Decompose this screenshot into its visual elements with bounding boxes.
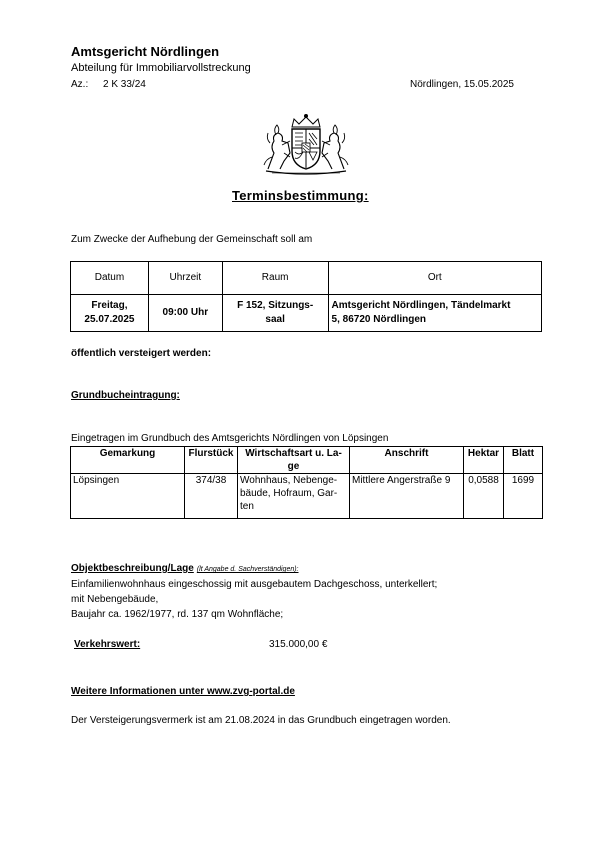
cell-uhrzeit: 09:00 Uhr — [148, 295, 222, 332]
wirtschaftsart-header-line-1: Wirtschaftsart u. La- — [245, 448, 342, 459]
cell-wirtschaftsart — [238, 474, 350, 519]
header-flurstueck: Flurstück — [185, 447, 238, 474]
wirtschaftsart-line-2: bäude, Hofraum, Gar- — [240, 488, 338, 499]
more-info-link[interactable]: Weitere Informationen unter www.zvg-portal.de — [71, 686, 295, 697]
market-value-label: Verkehrswert: — [74, 639, 141, 650]
place-date: Nördlingen, 15.05.2025 — [410, 79, 514, 90]
document-title: Terminsbestimmung: — [232, 188, 369, 203]
object-description-line-1: Einfamilienwohnhaus eingeschossig mit ausgebautem Dachgeschoss, unterkellert; — [71, 579, 438, 590]
header-gemarkung: Gemarkung — [71, 447, 185, 474]
cell-anschrift: Mittlere Angerstraße 9 — [350, 474, 464, 519]
wirtschaftsart-line-3: ten — [240, 501, 254, 512]
land-register-text: Eingetragen im Grundbuch des Amtsgerichts Nördlingen von Löpsingen — [71, 433, 389, 444]
header-wirtschaftsart — [238, 447, 350, 474]
land-register-data-row — [71, 474, 543, 519]
object-description-line-3: Baujahr ca. 1962/1977, rd. 137 qm Wohnfläche; — [71, 609, 284, 620]
appointment-header-row — [71, 262, 542, 295]
header-raum: Raum — [222, 262, 328, 295]
ort-line-1: Amtsgericht Nördlingen, Tändelmarkt — [331, 300, 511, 311]
appointment-data-row — [71, 295, 542, 332]
department-name: Abteilung für Immobiliarvollstreckung — [71, 62, 251, 74]
appointment-table — [70, 261, 542, 332]
header-ort: Ort — [328, 262, 541, 295]
file-number-label: Az.: — [71, 79, 89, 90]
coat-of-arms-icon — [262, 113, 350, 175]
header-anschrift: Anschrift — [350, 447, 464, 474]
header-hektar: Hektar — [464, 447, 504, 474]
header-blatt: Blatt — [504, 447, 543, 474]
ort-line-2: 5, 86720 Nördlingen — [331, 314, 427, 325]
file-number-value: 2 K 33/24 — [103, 79, 146, 90]
wirtschaftsart-line-1: Wohnhaus, Nebenge- — [240, 475, 338, 486]
intro-text: Zum Zwecke der Aufhebung der Gemeinschaft soll am — [71, 234, 313, 245]
auction-text: öffentlich versteigert werden: — [71, 348, 212, 359]
object-description-line-2: mit Nebengebäude, — [71, 594, 159, 605]
land-register-header-row — [71, 447, 543, 474]
object-description-note: (lt Angabe d. Sachverständigen): — [196, 566, 299, 573]
cell-datum — [71, 295, 149, 332]
object-description-label: Objektbeschreibung/Lage — [71, 563, 194, 574]
raum-line-2: saal — [265, 314, 285, 325]
land-register-heading: Grundbucheintragung: — [71, 390, 180, 401]
market-value: 315.000,00 € — [269, 639, 328, 650]
cell-raum — [222, 295, 328, 332]
cell-blatt: 1699 — [504, 474, 543, 519]
header-uhrzeit: Uhrzeit — [148, 262, 222, 295]
raum-line-1: F 152, Sitzungs- — [237, 300, 314, 311]
wirtschaftsart-header-line-2: ge — [287, 461, 300, 472]
cell-ort — [328, 295, 541, 332]
court-name: Amtsgericht Nördlingen — [71, 44, 220, 59]
cell-gemarkung: Löpsingen — [71, 474, 185, 519]
object-description — [71, 577, 437, 622]
cell-hektar: 0,0588 — [464, 474, 504, 519]
land-register-table — [70, 446, 543, 519]
datum-line-1: Freitag, — [91, 300, 128, 311]
registration-note: Der Versteigerungsvermerk ist am 21.08.2024 in das Grundbuch eingetragen worden. — [71, 715, 451, 726]
datum-line-2: 25.07.2025 — [84, 314, 135, 325]
cell-flurstueck: 374/38 — [185, 474, 238, 519]
header-datum: Datum — [71, 262, 149, 295]
object-description-heading — [71, 563, 299, 574]
